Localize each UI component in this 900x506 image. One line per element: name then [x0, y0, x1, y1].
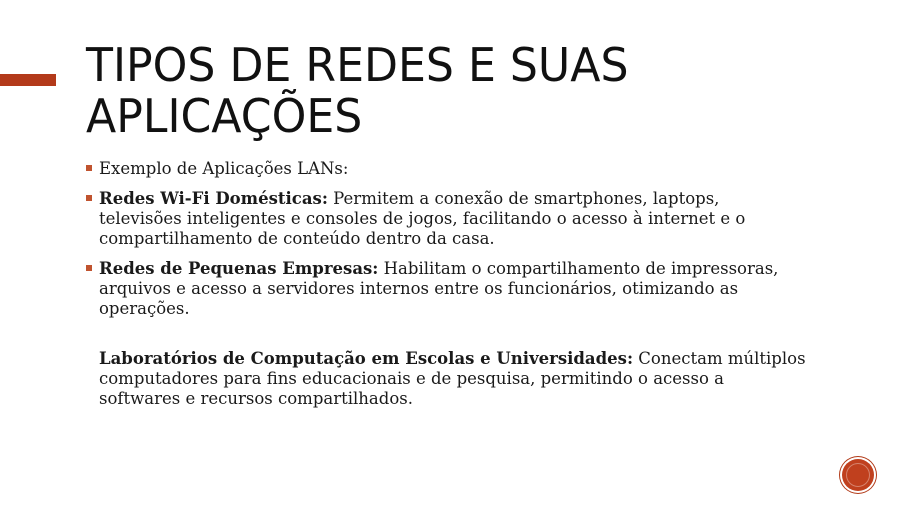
paragraph-heading: Laboratórios de Computação em Escolas e Universidades: [99, 349, 634, 368]
square-bullet-icon [86, 195, 92, 201]
bullet-item-wifi [86, 189, 806, 249]
paragraph-text: Conectam múltiplos computadores para fins educacionais e de pesquisa, permitindo o acesso a softwares e recursos compartilhados. [99, 349, 806, 408]
slide-title: TIPOS DE REDES E SUAS APLICAÇÕES [86, 38, 629, 143]
square-bullet-icon [86, 265, 92, 271]
bullet-item-lan-examples [86, 159, 806, 179]
spacer [86, 329, 806, 349]
square-bullet-icon [86, 165, 92, 171]
bullet-heading: Redes de Pequenas Empresas: [99, 259, 379, 278]
circle-nav-icon[interactable] [842, 459, 874, 491]
paragraph-labs [86, 349, 806, 409]
bullet-text: Habilitam o compartilhamento de impressoras, arquivos e acesso a servidores internos entre os funcionários, otimizando as operações. [99, 259, 779, 318]
slide-body [86, 159, 806, 409]
title-accent-bar [0, 74, 56, 86]
bullet-text: Exemplo de Aplicações LANs: [99, 159, 349, 178]
bullet-text: Permitem a conexão de smartphones, laptops, televisões inteligentes e consoles de jogos, facilitando o acesso à internet e o compartilhamento de conteúdo dentro da casa. [99, 189, 746, 248]
bullet-heading: Redes Wi-Fi Domésticas: [99, 189, 328, 208]
bullet-item-small-business [86, 259, 806, 319]
